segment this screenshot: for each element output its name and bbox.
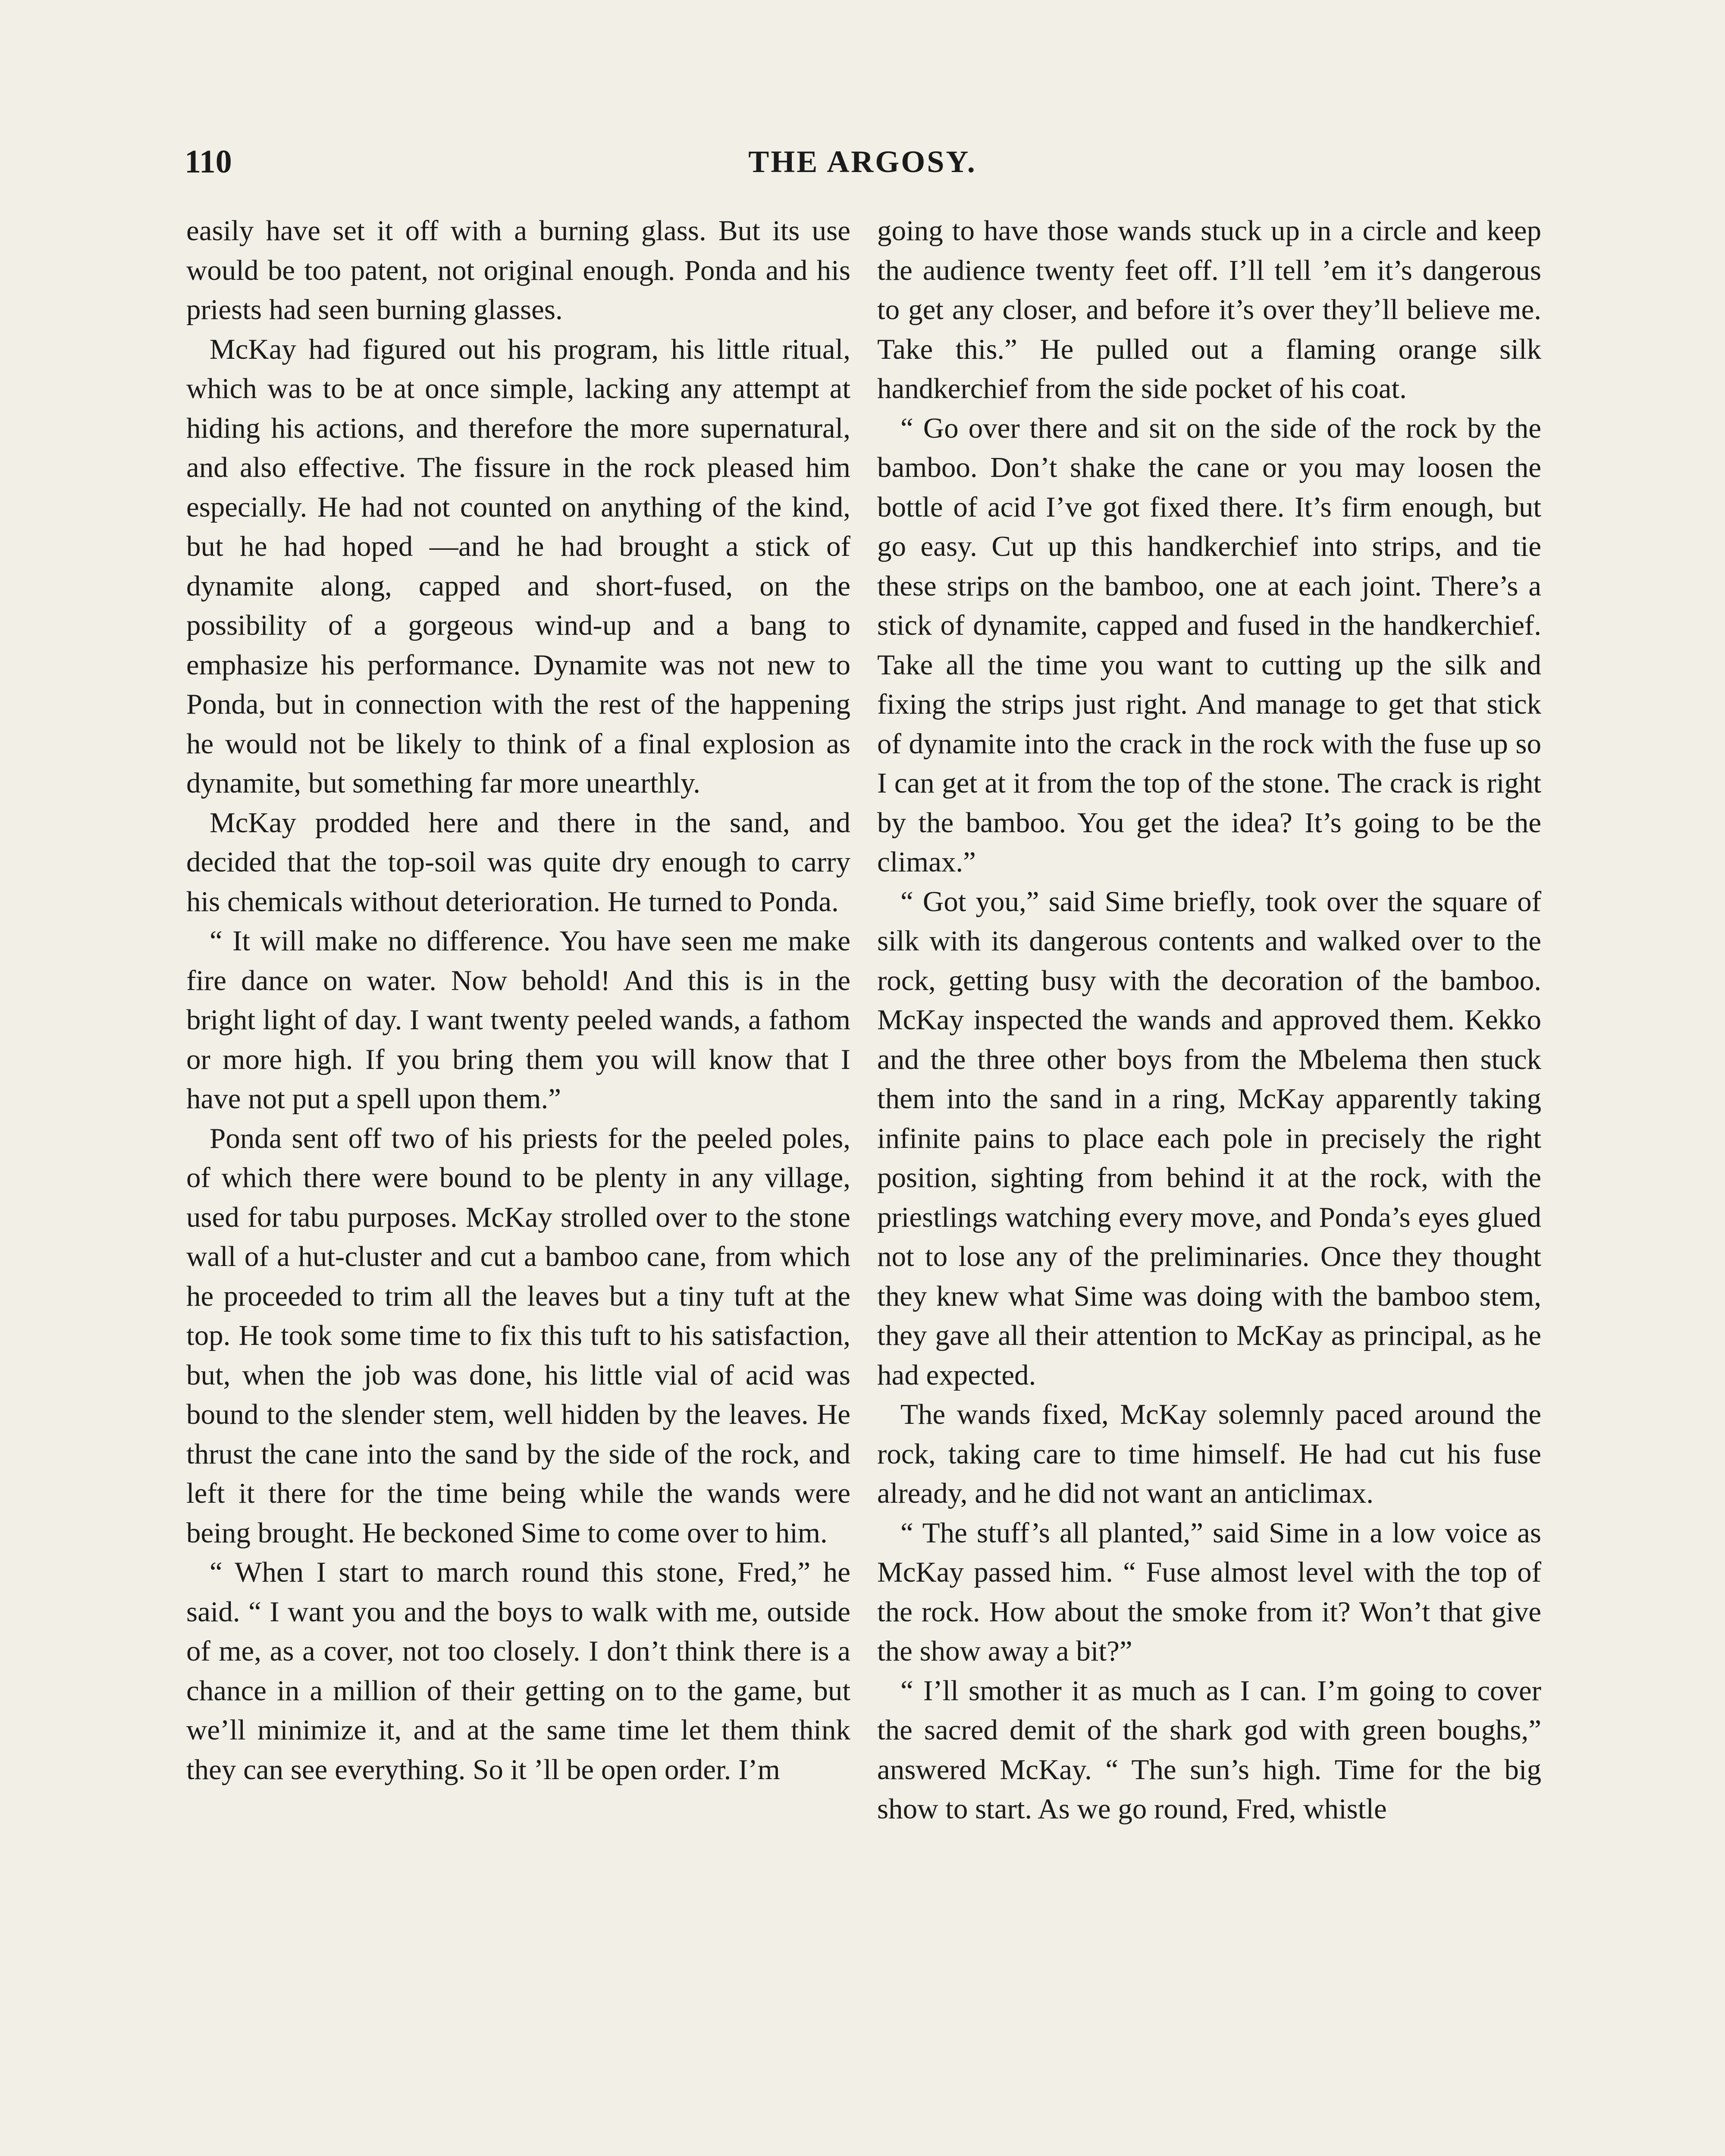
paragraph: Ponda sent off two of his priests for the peeled poles, of which there were bound to be plenty in any village, used for tabu purposes. McKay strolled over to the stone wall of a hut-cluster and cut a bamboo cane, from which he proceeded to trim all the leaves but a tiny tuft at the top. He took some time to fix this tuft to his satisfaction, but, when the job was done, his little vial of acid was bound to the slender stem, well hidden by the leaves. He thrust the cane into the sand by the side of the rock, and left it there for the time being while the wands were being brought. He beckoned Sime to come over to him. — [186, 1122, 850, 1549]
running-title: THE ARGOSY. — [748, 144, 977, 179]
paragraph: “ Got you,” said Sime briefly, took over the square of silk with its dangerous contents and walked over to the rock, getting busy with the decoration of the bamboo. McKay inspected the wands and approved them. Kekko and the three other boys from the Mbelema then stuck them into the sand in a ring, McKay apparently taking infinite pains to place each pole in precisely the right position, sighting from behind it at the rock, with the priestlings watching every move, and Ponda’s eyes glued not to lose any of the preliminaries. Once they thought they knew what Sime was doing with the bamboo stem, they gave all their attention to McKay as principal, as he had expected. — [877, 885, 1541, 1391]
left-column — [186, 211, 850, 2156]
paragraph: easily have set it off with a burning glass. But its use would be too patent, not original enough. Ponda and his priests had seen burning glasses. — [186, 215, 850, 326]
paragraph: “ When I start to march round this stone, Fred,” he said. “ I want you and the boys to walk with me, outside of me, as a cover, not too closely. I don’t think there is a chance in a million of their getting on to the game, but we’ll minimize it, and at the same time let them think they can see everything. So it ’ll be open order. I’m — [186, 1556, 850, 1786]
paragraph: “ I’ll smother it as much as I can. I’m going to cover the sacred demit of the shark god with green boughs,” answered McKay. “ The sun’s high. Time for the big show to start. As we go round, Fred, whistle — [877, 1674, 1541, 1825]
paragraph: “ Go over there and sit on the side of the rock by the bamboo. Don’t shake the cane or you may loosen the bottle of acid I’ve got fixed there. It’s firm enough, but go easy. Cut up this handkerchief into strips, and tie these strips on the bamboo, one at each joint. There’s a stick of dynamite, capped and fused in the handkerchief. Take all the time you want to cutting up the silk and fixing the strips just right. And manage to get that stick of dynamite into the crack in the rock with the fuse up so I can get at it from the top of the stone. The crack is right by the bamboo. You get the idea? It’s going to be the climax.” — [877, 412, 1541, 878]
paragraph: McKay prodded here and there in the sand, and decided that the top-soil was quite dry enough to carry his chemicals without deterioration. He turned to Ponda. — [186, 806, 850, 918]
paragraph: The wands fixed, McKay solemnly paced around the rock, taking care to time himself. He had cut his fuse already, and he did not want an anticlimax. — [877, 1398, 1541, 1509]
paragraph: McKay had figured out his program, his little ritual, which was to be at once simple, lacking any attempt at hiding his actions, and therefore the more supernatural, and also effective. The fissure in the rock pleased him especially. He had not counted on anything of the kind, but he had hoped —and he had brought a stick of dynamite along, capped and short-fused, on the possibility of a gorgeous wind-up and a bang to emphasize his performance. Dynamite was not new to Ponda, but in connection with the rest of the happening he would not be likely to think of a final explosion as dynamite, but something far more unearthly. — [186, 333, 850, 799]
page-number: 110 — [185, 144, 232, 180]
paragraph: “ The stuff’s all planted,” said Sime in a low voice as McKay passed him. “ Fuse almost level with the top of the rock. How about the smoke from it? Won’t that give the show away a bit?” — [877, 1517, 1541, 1667]
page-header — [172, 138, 1552, 185]
right-column — [877, 211, 1541, 2156]
paragraph: “ It will make no difference. You have seen me make fire dance on water. Now behold! And this is in the bright light of day. I want twenty peeled wands, a fathom or more high. If you bring them you will know that I have not put a spell upon them.” — [186, 925, 850, 1115]
paragraph: going to have those wands stuck up in a circle and keep the audience twenty feet off. I’ll tell ’em it’s dangerous to get any closer, and before it’s over they’ll believe me. Take this.” He pulled out a flaming orange silk handkerchief from the side pocket of his coat. — [877, 215, 1541, 404]
